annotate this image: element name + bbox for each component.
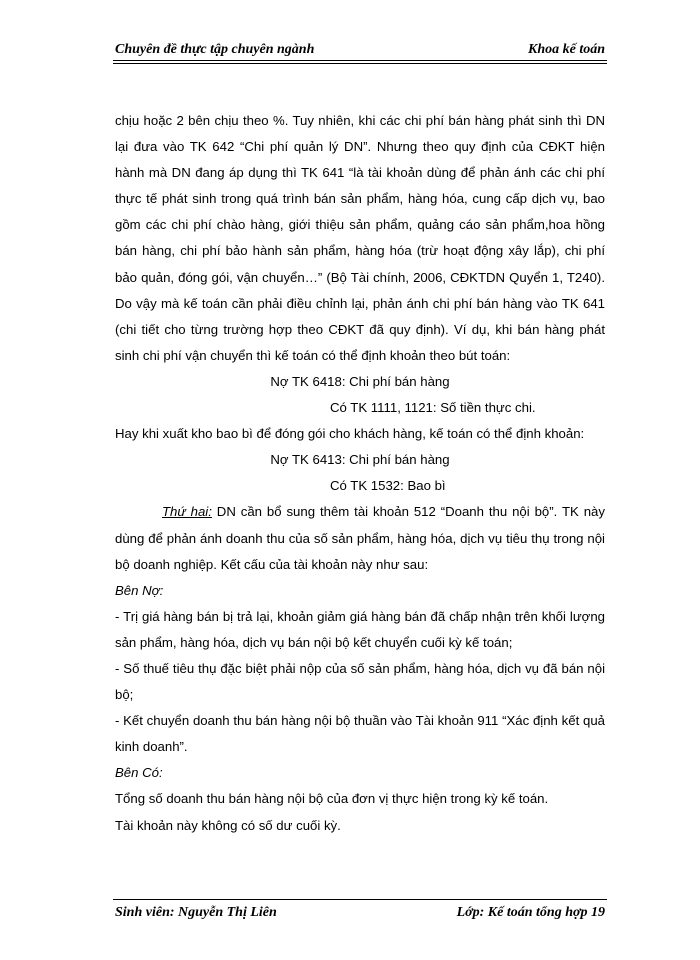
paragraph-1: chịu hoặc 2 bên chịu theo %. Tuy nhiên, khi các chi phí bán hàng phát sinh thì DN lại đưa vào TK 642 “Chi phí quản lý DN”. Nhưng theo quy định của CĐKT hiện hành mà DN đang áp dụng thì TK 641 “là tài khoản dùng để phản ánh các chi phí thực tế phát sinh trong quá trình bán sản phẩm, hàng hóa, cung cấp dịch vụ, bao gồm các chi phí chào hàng, giới thiệu sản phẩm, quảng cáo sản phẩm,hoa hồng bán hàng, chi phí bảo hành sản phẩm, hàng hóa (trừ hoạt động xây lắp), chi phí bảo quản, đóng gói, vận chuyển…” (Bộ Tài chính, 2006, CĐKTDN Quyển 1, T240). Do vậy mà kế toán cần phải điều chỉnh lại, phản ánh chi phí bán hàng vào TK 641 (chi tiết cho từng trường hợp theo CĐKT đã quy định). Ví dụ, khi bán hàng phát sinh chi phí vận chuyển thì kế toán có thể định khoản theo bút toán: — [115, 113, 605, 363]
paragraph-2: Hay khi xuất kho bao bì để đóng gói cho khách hàng, kế toán có thể định khoản: — [115, 426, 585, 442]
credit-heading: Bên Có: — [115, 765, 163, 781]
journal-entry-1-credit: Có TK 1111, 1121: Số tiền thực chi. — [330, 400, 536, 416]
footer-student: Sinh viên: Nguyễn Thị Liên — [115, 905, 277, 920]
closing-text: Tài khoản này không có số dư cuối kỳ. — [115, 817, 341, 833]
debit-item-3: - Kết chuyển doanh thu bán hàng nội bộ thuần vào Tài khoản 911 “Xác định kết quả kinh doanh”. — [115, 713, 605, 755]
journal-entry-2-credit: Có TK 1532: Bao bì — [330, 478, 446, 494]
page-body — [115, 108, 605, 839]
paragraph-3-text: DN cần bổ sung thêm tài khoản 512 “Doanh thu nội bộ”. TK này dùng để phản ánh doanh thu của số sản phẩm, hàng hóa, dịch vụ tiêu thụ trong nội bộ doanh nghiệp. Kết cấu của tài khoản này như sau: — [115, 504, 605, 572]
page-header — [115, 38, 605, 60]
paragraph-3 — [115, 499, 605, 577]
footer-class: Lớp: Kế toán tổng hợp 19 — [456, 905, 605, 920]
header-rule-secondary — [113, 63, 607, 64]
credit-text: Tổng số doanh thu bán hàng nội bộ của đơn vị thực hiện trong kỳ kế toán. — [115, 791, 549, 807]
section-label-second: Thứ hai: — [162, 504, 212, 520]
footer-rule — [113, 899, 607, 900]
journal-entry-2-debit: Nợ TK 6413: Chi phí bán hàng — [270, 452, 450, 468]
header-department: Khoa kế toán — [527, 42, 605, 57]
header-rule — [113, 60, 607, 61]
journal-entry-1-debit: Nợ TK 6418: Chi phí bán hàng — [270, 373, 450, 389]
header-title: Chuyên đề thực tập chuyên ngành — [115, 42, 315, 57]
debit-heading: Bên Nợ: — [115, 582, 164, 598]
debit-item-1: - Trị giá hàng bán bị trả lại, khoản giảm giá hàng bán đã chấp nhận trên khối lượng sản phẩm, hàng hóa, dịch vụ bán nội bộ kết chuyển cuối kỳ kế toán; — [115, 608, 605, 650]
debit-item-2: - Số thuế tiêu thụ đặc biệt phải nộp của số sản phẩm, hàng hóa, dịch vụ đã bán nội bộ; — [115, 660, 605, 703]
